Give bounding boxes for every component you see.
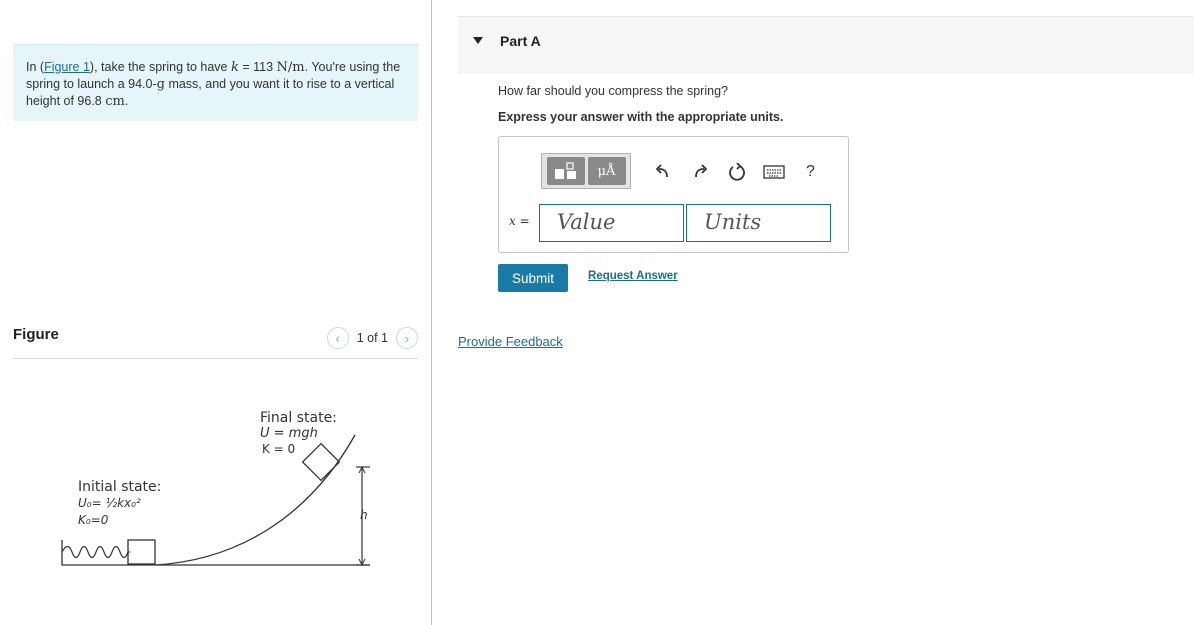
pager-count: 1 of 1 [356, 331, 388, 345]
k-value: = 113 [238, 60, 277, 74]
part-a-header[interactable] [458, 16, 1194, 74]
submit-button[interactable]: Submit [498, 264, 568, 292]
value-input[interactable]: Value [539, 204, 684, 242]
column-divider [431, 0, 432, 625]
final-block [303, 444, 340, 481]
figure-link[interactable]: Figure 1 [44, 60, 90, 74]
height-label: h [360, 508, 368, 522]
height-unit: cm [105, 94, 125, 109]
ramp-curve [155, 435, 355, 565]
undo-icon [655, 164, 671, 180]
spring-icon [62, 547, 130, 558]
template-toolbar [541, 153, 631, 189]
final-k-label: K = 0 [262, 442, 296, 456]
variable-label: x = [509, 214, 530, 228]
answer-box [498, 136, 849, 253]
figure-pager [327, 327, 418, 349]
instructions-text: Express your answer with the appropriate units. [498, 110, 784, 124]
problem-text-after-mass: mass, and you want it to rise to a vertical height of 96.8 [26, 77, 395, 108]
problem-statement [13, 44, 418, 121]
problem-text-mid: . You're using the spring to launch a 94.0- [26, 60, 401, 91]
redo-icon [692, 164, 708, 180]
units-input[interactable]: Units [686, 204, 831, 242]
figure-drawing [40, 395, 400, 585]
part-title: Part A [500, 33, 541, 49]
templates-icon [554, 162, 578, 180]
units-symbols-button[interactable] [588, 157, 626, 185]
reset-icon [728, 163, 746, 181]
k-symbol: k [230, 60, 239, 75]
prev-figure-button[interactable] [327, 327, 349, 349]
redo-button[interactable] [681, 159, 718, 185]
initial-k-label: K₀=0 [78, 513, 109, 527]
edit-tools [644, 159, 829, 185]
figure-title: Figure [13, 326, 59, 343]
left-panel [0, 0, 432, 625]
provide-feedback-link[interactable]: Provide Feedback [458, 334, 563, 349]
keyboard-button[interactable] [755, 159, 792, 185]
undo-button[interactable] [644, 159, 681, 185]
final-u-label: U = mgh [260, 426, 318, 441]
mass-unit: g [156, 77, 165, 92]
chevron-left-icon: ‹ [335, 330, 340, 346]
request-answer-link[interactable]: Request Answer [588, 270, 678, 282]
initial-block [128, 540, 155, 564]
reset-button[interactable] [718, 159, 755, 185]
problem-text: ), take the spring to have [89, 60, 231, 74]
collapse-arrow-icon[interactable] [473, 37, 483, 44]
next-figure-button[interactable] [396, 327, 418, 349]
initial-state-label: Initial state: [78, 479, 162, 495]
final-state-label: Final state: [260, 410, 337, 426]
ground-line [62, 540, 370, 565]
help-button[interactable] [792, 159, 829, 185]
k-units: N/m [276, 60, 305, 75]
keyboard-icon [763, 165, 785, 179]
mu-angstrom-icon: μÅ [597, 163, 616, 179]
initial-u-label: U₀= ½kx₀² [78, 496, 141, 510]
problem-text-end: . [124, 94, 129, 108]
figure-header [13, 323, 418, 359]
chevron-right-icon: › [404, 330, 410, 346]
question-text: How far should you compress the spring? [498, 84, 728, 98]
help-icon: ? [806, 163, 815, 180]
problem-text-prefix: In ( [26, 60, 45, 74]
templates-button[interactable] [547, 157, 585, 185]
